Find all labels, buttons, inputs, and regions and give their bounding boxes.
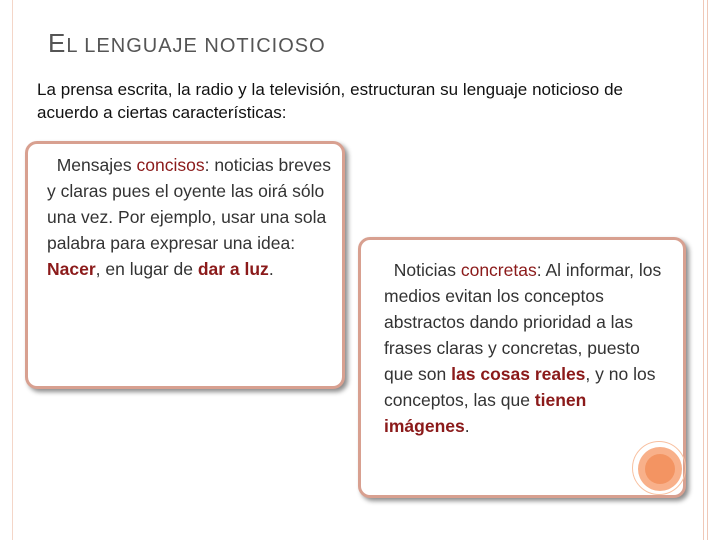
decorative-circle-inner — [645, 454, 675, 484]
title-rest: L LENGUAJE NOTICIOSO — [66, 35, 326, 57]
card2-text1: : Al informar, los medios evitan los conceptos abstractos dando prioridad a las frases claras y concretas, puesto que son — [384, 260, 662, 384]
card1-dar-a-luz: dar a luz — [197, 259, 269, 279]
intro-paragraph: La prensa escrita, la radio y la televisión, estructuran su lenguaje noticioso de acuerdo a ciertas características: — [37, 80, 623, 122]
slide-title — [48, 28, 326, 59]
card1-text2: , en lugar de — [95, 259, 198, 279]
card1-end: . — [268, 259, 274, 279]
slide-border-right-2 — [707, 0, 708, 540]
card2-text2: , y no los conceptos, las que — [384, 364, 656, 410]
title-first-letter: E — [48, 28, 67, 58]
card2-keyword: concretas — [460, 260, 537, 280]
card1-text1: : noticias breves y claras pues el oyente las oirá sólo una vez. Por ejemplo, usar una sola palabra para expresar una idea: — [47, 155, 332, 253]
card-concretas-text — [384, 257, 664, 439]
card2-tienen-imagenes: tienen imágenes — [384, 390, 587, 436]
card1-keyword: concisos — [136, 155, 205, 175]
card2-lead: Noticias — [393, 260, 461, 280]
card-concisos-text — [47, 152, 333, 282]
card1-lead: Mensajes — [56, 155, 137, 175]
slide-border-right — [703, 0, 704, 540]
card2-las-cosas-reales: las cosas reales — [451, 364, 586, 384]
card2-end: . — [464, 416, 470, 436]
slide-border-left — [12, 0, 13, 540]
card1-nacer: Nacer — [47, 259, 96, 279]
